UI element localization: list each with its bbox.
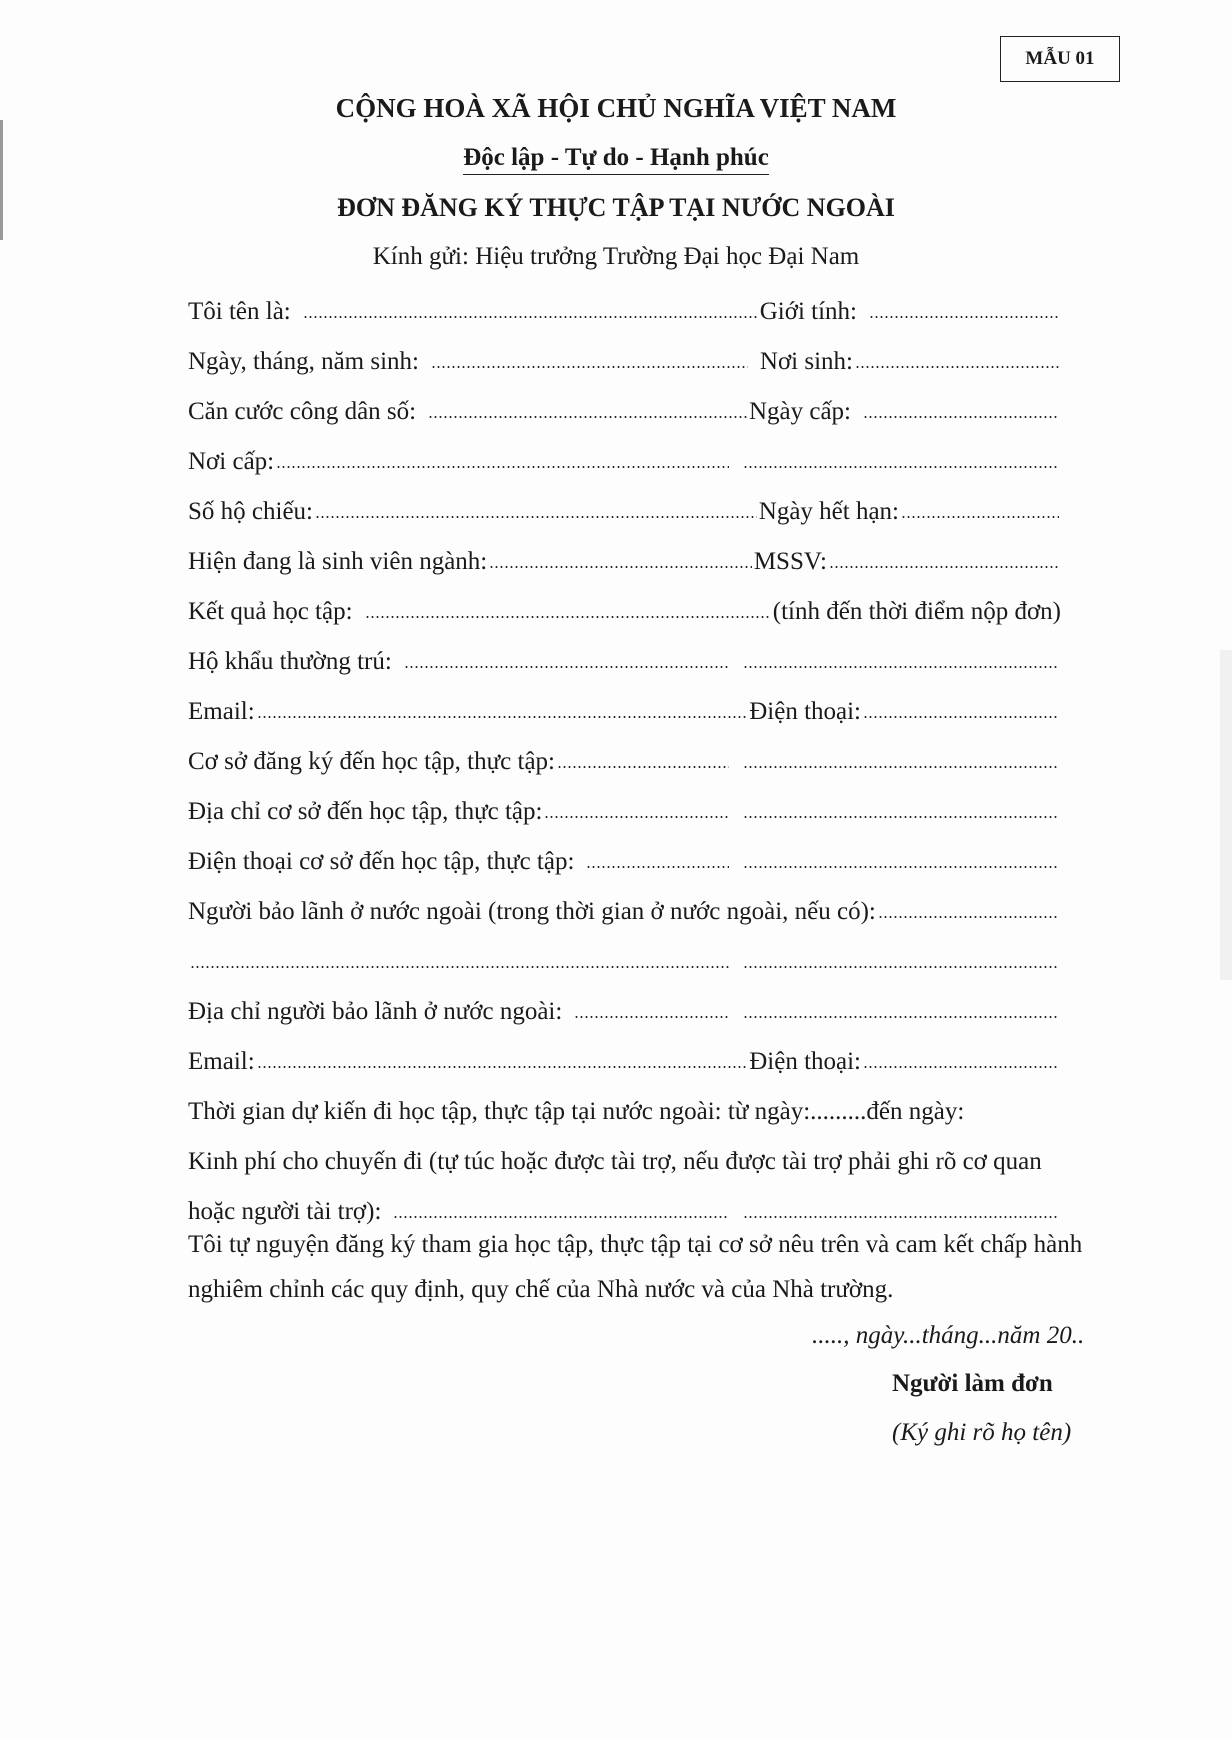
signature-note: (Ký ghi rõ họ tên) — [892, 1419, 1072, 1446]
scan-edge-right — [1220, 650, 1232, 980]
row-major — [188, 540, 1061, 576]
form-code-box: MẪU 01 — [1000, 36, 1120, 82]
row-institution — [188, 740, 1061, 776]
row-period — [188, 1090, 1061, 1126]
row-issue-place — [188, 440, 1061, 476]
row-institution-address — [188, 790, 1061, 826]
funding-field-a[interactable] — [393, 1215, 729, 1219]
funding-label-line2: hoặc người tài trợ): — [188, 1198, 382, 1225]
phone-label: Điện thoại: — [749, 698, 861, 725]
institution-phone-field-b[interactable] — [743, 865, 1059, 869]
result-field[interactable] — [365, 615, 771, 619]
row-sponsor-contact — [188, 1040, 1061, 1076]
passport-field[interactable] — [315, 515, 757, 519]
issue-date-field[interactable] — [863, 415, 1059, 419]
sponsor-address-label: Địa chỉ người bảo lãnh ở nước ngoài: — [188, 998, 563, 1025]
sponsor-field[interactable] — [878, 915, 1059, 919]
residence-field-b[interactable] — [743, 665, 1059, 669]
sponsor-field-line2-b[interactable] — [743, 965, 1059, 969]
dob-field[interactable] — [431, 365, 748, 369]
motto: Độc lập - Tự do - Hạnh phúc — [463, 144, 769, 175]
sponsor-field-line2-a[interactable] — [190, 965, 729, 969]
email-field[interactable] — [257, 715, 748, 719]
institution-field-b[interactable] — [743, 765, 1059, 769]
major-field[interactable] — [489, 565, 752, 569]
phone-field[interactable] — [863, 715, 1059, 719]
row-funding-line1 — [188, 1140, 1138, 1176]
issue-place-field-b[interactable] — [743, 465, 1059, 469]
citizen-id-label: Căn cước công dân số: — [188, 398, 417, 425]
result-label: Kết quả học tập: — [188, 598, 353, 625]
student-id-field[interactable] — [829, 565, 1059, 569]
residence-field-a[interactable] — [404, 665, 729, 669]
institution-phone-field-a[interactable] — [586, 865, 729, 869]
name-label: Tôi tên là: — [188, 298, 291, 325]
recipient-line: Kính gửi: Hiệu trưởng Trường Đại học Đại Nam — [372, 243, 860, 270]
birthplace-label: Nơi sinh: — [759, 348, 853, 375]
expiry-label: Ngày hết hạn: — [758, 498, 899, 525]
citizen-id-field[interactable] — [428, 415, 747, 419]
sponsor-email-label: Email: — [188, 1048, 255, 1075]
period-label: Thời gian dự kiến đi học tập, thực tập tại nước ngoài: từ ngày:.........đến ngày: — [188, 1098, 965, 1125]
institution-address-field-b[interactable] — [743, 815, 1059, 819]
expiry-field[interactable] — [901, 515, 1059, 519]
residence-label: Hộ khẩu thường trú: — [188, 648, 392, 675]
institution-field-a[interactable] — [557, 765, 729, 769]
row-email-phone — [188, 690, 1061, 726]
form-title: ĐƠN ĐĂNG KÝ THỰC TẬP TẠI NƯỚC NGOÀI — [337, 193, 895, 222]
signature-title: Người làm đơn — [892, 1370, 1053, 1397]
row-dob-birthplace — [188, 340, 1061, 376]
row-funding-line2 — [188, 1190, 1061, 1226]
signature-date: ....., ngày...tháng...năm 20.. — [812, 1322, 1085, 1349]
row-sponsor — [188, 890, 1061, 926]
institution-label: Cơ sở đăng ký đến học tập, thực tập: — [188, 748, 556, 775]
commitment-paragraph: Tôi tự nguyện đăng ký tham gia học tập, thực tập tại cơ sở nêu trên và cam kết chấp hành nghiêm chỉnh các quy định, quy chế của Nhà nước và của Nhà trường. — [188, 1231, 1083, 1303]
institution-address-label: Địa chỉ cơ sở đến học tập, thực tập: — [188, 798, 543, 825]
sponsor-email-field[interactable] — [257, 1065, 748, 1069]
row-residence — [188, 640, 1061, 676]
sponsor-phone-field[interactable] — [863, 1065, 1059, 1069]
student-id-label: MSSV: — [753, 548, 827, 575]
funding-field-b[interactable] — [743, 1215, 1059, 1219]
motto-wrap — [0, 144, 1232, 175]
issue-date-label: Ngày cấp: — [748, 398, 851, 425]
sponsor-phone-label: Điện thoại: — [749, 1048, 861, 1075]
issue-place-field-a[interactable] — [276, 465, 729, 469]
row-institution-phone — [188, 840, 1061, 876]
sponsor-address-field-b[interactable] — [743, 1015, 1059, 1019]
row-result — [188, 590, 1061, 626]
issue-place-label: Nơi cấp: — [188, 448, 275, 475]
passport-label: Số hộ chiếu: — [188, 498, 313, 525]
sponsor-address-field-a[interactable] — [574, 1015, 729, 1019]
institution-phone-label: Điện thoại cơ sở đến học tập, thực tập: — [188, 848, 575, 875]
result-note: (tính đến thời điểm nộp đơn) — [772, 598, 1061, 625]
row-name-gender — [188, 290, 1061, 326]
row-sponsor-address — [188, 990, 1061, 1026]
row-citizen-id — [188, 390, 1061, 426]
name-field[interactable] — [303, 315, 758, 319]
sponsor-label: Người bảo lãnh ở nước ngoài (trong thời gian ở nước ngoài, nếu có): — [188, 898, 876, 925]
email-label: Email: — [188, 698, 255, 725]
gender-label: Giới tính: — [759, 298, 857, 325]
nation-heading: CỘNG HOÀ XÃ HỘI CHỦ NGHĨA VIỆT NAM — [335, 93, 897, 123]
row-passport — [188, 490, 1061, 526]
row-sponsor-continued — [188, 940, 1061, 976]
institution-address-field-a[interactable] — [544, 815, 729, 819]
dob-label: Ngày, tháng, năm sinh: — [188, 348, 419, 375]
major-label: Hiện đang là sinh viên ngành: — [188, 548, 488, 575]
birthplace-field[interactable] — [855, 365, 1059, 369]
gender-field[interactable] — [869, 315, 1059, 319]
funding-label-line1: Kinh phí cho chuyến đi (tự túc hoặc được tài trợ, nếu được tài trợ phải ghi rõ cơ quan — [188, 1148, 1042, 1175]
